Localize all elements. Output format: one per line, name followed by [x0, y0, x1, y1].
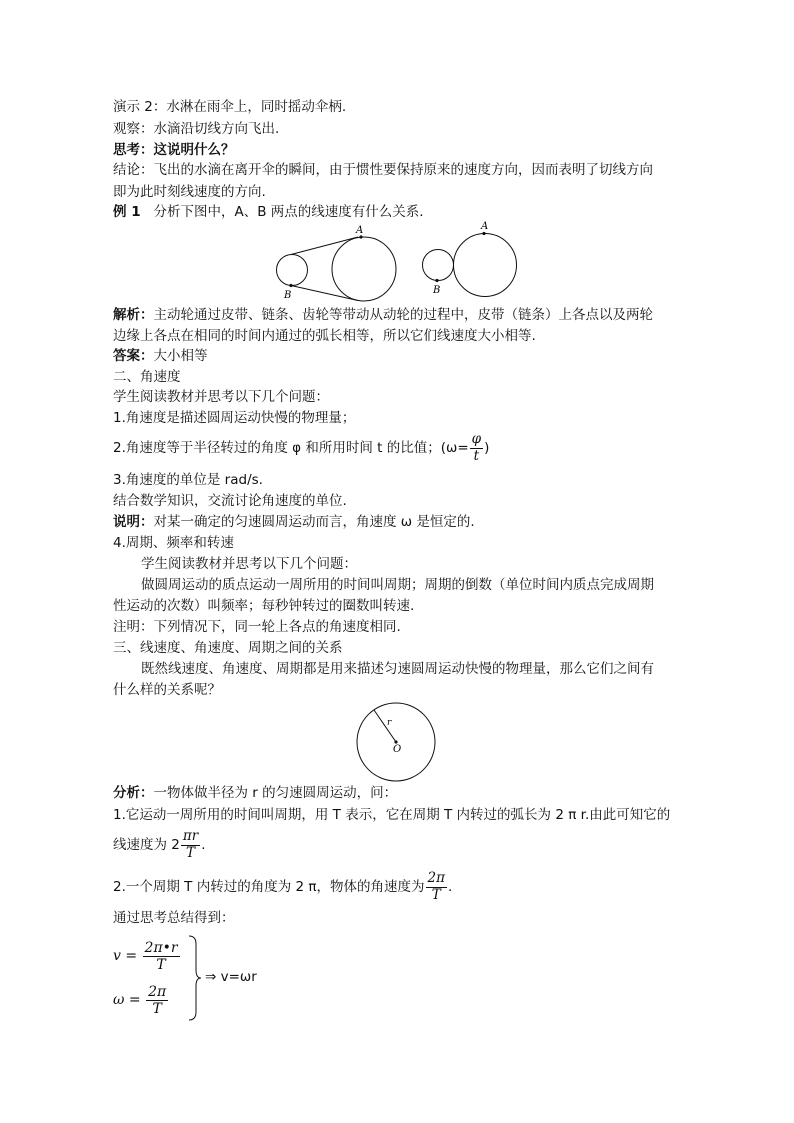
pulley-figure	[270, 218, 530, 308]
period-line-1: 做圆周运动的质点运动一周所用的时间叫周期；周期的倒数（单位时间内质点完成周期	[141, 577, 654, 593]
item4-intro: 学生阅读教材并思考以下几个问题：	[141, 556, 357, 572]
question1b-numerator: πr	[182, 828, 199, 844]
fenxi-label: 分析：	[113, 785, 154, 801]
question1b-line	[113, 826, 206, 864]
belt-top	[291, 237, 358, 255]
fenxi-line	[113, 784, 397, 802]
radius-label: r	[387, 718, 392, 728]
section3-question-1: 既然线速度、角速度、周期都是用来描述匀速圆周运动快慢的物理量，那么它们之间有	[141, 661, 654, 677]
question1b-denominator: T	[186, 844, 196, 861]
velocity-lhs: v =	[113, 948, 138, 964]
point-b2-dot	[435, 279, 438, 282]
note-text: 对某一确定的匀速圆周运动而言，角速度 ω 是恒定的.	[153, 514, 475, 530]
label-b-belt: B	[284, 290, 292, 301]
note-line	[113, 513, 475, 531]
observe-line: 观察：水滴沿切线方向飞出.	[113, 121, 280, 137]
item1-line: 1.角速度是描述圆周运动快慢的物理量；	[113, 410, 356, 426]
answer-text: 大小相等	[153, 348, 208, 364]
omega-denominator: T	[152, 1000, 162, 1017]
section2-intro: 学生阅读教材并思考以下几个问题：	[113, 389, 329, 405]
think-line	[113, 141, 235, 159]
velocity-numerator: 2π•r	[144, 939, 178, 956]
label-a-gear: A	[481, 221, 489, 232]
label-a-belt: A	[356, 225, 364, 236]
formula-block	[113, 934, 333, 1022]
conclusion-line-2: 即为此时刻线速度的方向.	[113, 184, 266, 200]
item3-line: 3.角速度的单位是 rad/s.	[113, 472, 263, 488]
center-label: O	[393, 744, 402, 755]
point-a2-dot	[482, 232, 485, 235]
answer-label: 答案：	[113, 348, 154, 364]
note-label: 说明：	[113, 514, 154, 530]
item2-line	[113, 430, 489, 466]
question2-text: 2.一个周期 T 内转过的角度为 2 π，物体的角速度为	[113, 879, 425, 895]
point-b-dot	[289, 284, 292, 287]
note2-line: 注明：下列情况下，同一轮上各点的角速度相同.	[113, 619, 401, 635]
radius-line	[374, 710, 396, 742]
omega-formula	[113, 980, 169, 1020]
conclusion-line-1: 结论：飞出的水滴在离开伞的瞬间，由于惯性要保持原来的速度方向，因而表明了切线方向	[113, 162, 653, 178]
answer-line	[113, 347, 208, 365]
analysis-line-2: 边缘上各点在相同的时间内通过的弧长相等，所以它们线速度大小相等.	[113, 328, 536, 344]
think-text: 这说明什么？	[153, 142, 235, 158]
item4-line: 4.周期、频率和转速	[113, 535, 234, 551]
velocity-fraction	[143, 941, 180, 972]
large-pulley-belt	[332, 237, 396, 301]
question1b-end: .	[201, 837, 206, 853]
belt-bottom	[291, 286, 358, 301]
question1b-fraction	[181, 830, 200, 860]
question2-end: .	[447, 879, 453, 895]
example1-text: 分析下图中，A、B 两点的线速度有什么关系.	[153, 204, 424, 220]
small-gear	[423, 250, 454, 281]
section2-title: 二、角速度	[113, 369, 181, 385]
omega-fraction	[146, 985, 168, 1016]
question2-fraction	[426, 872, 447, 902]
item2-fraction	[470, 433, 483, 463]
question2-numerator: 2π	[427, 870, 445, 886]
section3-question-2: 什么样的关系呢？	[113, 682, 221, 698]
question1b-text: 线速度为 2	[113, 837, 180, 853]
right-brace	[187, 934, 203, 1022]
question2-denominator: T	[431, 886, 441, 903]
item2-close: )	[484, 440, 490, 456]
item2-numerator: φ	[471, 431, 482, 447]
example1-label: 例 1	[113, 204, 141, 220]
velocity-formula	[113, 936, 181, 976]
analysis-line-1	[113, 306, 653, 324]
item2-text: 2.角速度等于半径转过的角度 φ 和所用时间 t 的比值；(ω=	[113, 440, 469, 456]
summary-line: 通过思考总结得到：	[113, 910, 235, 926]
analysis-text-1: 主动轮通过皮带、链条、齿轮等带动从动轮的过程中，皮带（链条）上各点以及两轮	[153, 307, 653, 323]
small-pulley-belt	[277, 255, 308, 286]
think-label: 思考：	[113, 142, 154, 158]
combine-line: 结合数学知识，交流讨论角速度的单位.	[113, 493, 347, 509]
omega-lhs: ω =	[113, 992, 141, 1008]
analysis-label: 解析：	[113, 307, 154, 323]
omega-numerator: 2π	[148, 983, 167, 1000]
velocity-denominator: T	[156, 956, 166, 973]
period-line-2: 性运动的次数）叫频率；每秒钟转过的圈数叫转速.	[113, 598, 415, 614]
result-formula: ⇒ v=ωr	[205, 969, 257, 985]
section3-title: 三、线速度、角速度、周期之间的关系	[113, 640, 343, 656]
circle-radius-figure	[352, 700, 442, 786]
large-gear	[454, 234, 517, 297]
demo2-line: 演示 2：水淋在雨伞上，同时摇动伞柄.	[113, 99, 347, 115]
question2-line	[113, 868, 452, 906]
item2-denominator: t	[473, 447, 480, 464]
question1-line: 1.它运动一周所用的时间叫周期，用 T 表示，它在周期 T 内转过的弧长为 2 π r.由此可知它的	[113, 807, 671, 823]
label-b-gear: B	[433, 285, 441, 296]
fenxi-text: 一物体做半径为 r 的匀速圆周运动，问：	[153, 785, 398, 801]
